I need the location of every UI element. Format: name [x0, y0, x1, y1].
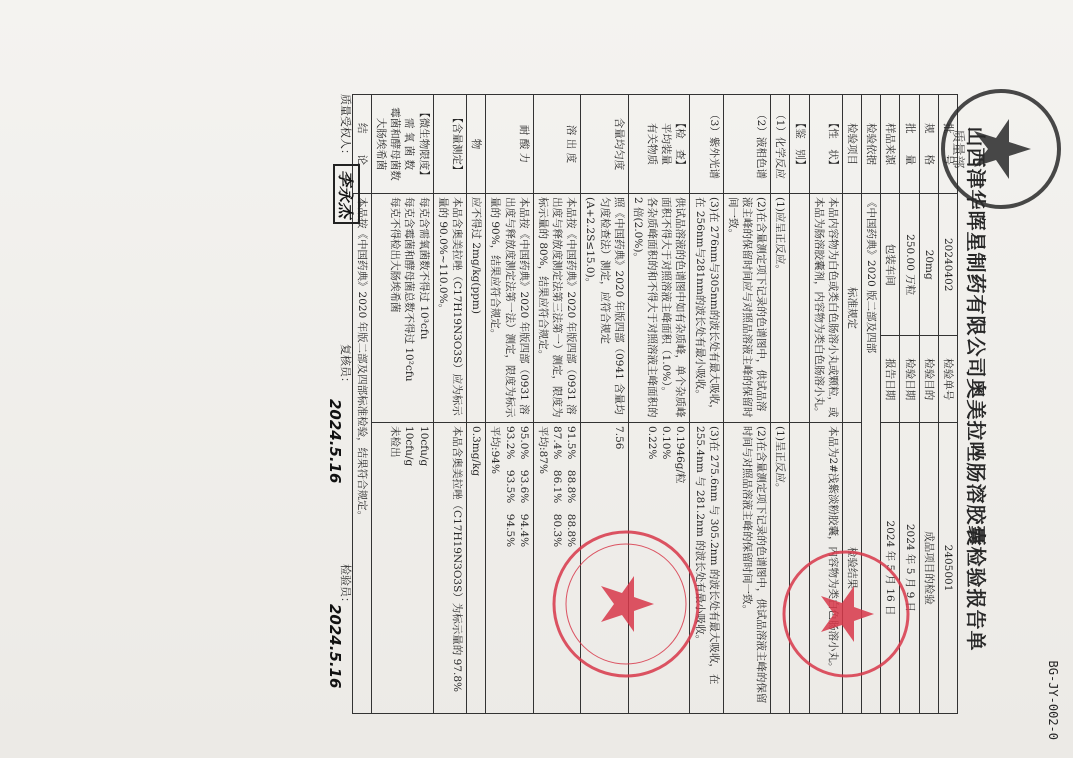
test-result: 0.3mg/kg — [467, 423, 486, 714]
test-row — [723, 95, 771, 714]
test-result: 95.0% 93.6% 94.4% 93.2% 93.5% 94.5% 平均:94% — [486, 423, 534, 714]
conclusion-value: 本品按《中国药典》2020 年版二部及四部标准检验，结果符合规定。 — [352, 194, 371, 714]
test-standard: 每克含需氧菌数不得过 10³cfu 每克含霉菌和酵母菌总数不得过 10²cfu 每克不得检出大肠埃希菌 — [371, 194, 433, 423]
report-date-label: 报告日期 — [881, 336, 900, 423]
col-standard: 标准规定 — [842, 194, 861, 423]
test-row — [467, 95, 486, 714]
test-item: 【含量测定】 — [433, 95, 466, 194]
test-item: 耐 酸 力 — [486, 95, 534, 194]
test-standard: 本品内容物为白色或类白色肠溶小丸或颗粒，或本品为肠溶胶囊剂，内容物为类白色肠溶小丸。 — [809, 194, 842, 423]
qa-signature: 李永杰 — [333, 164, 360, 224]
test-standard: 本品按《中国药典》2020 年版四部（0931 溶出度与释放度测定法第三法第一）测定，限度为标示量的 80%，结果应符合规定。 — [533, 194, 581, 423]
test-result: 本品为2#浅紫淡粉胶囊，内容物为类白色肠溶小丸。 — [809, 423, 842, 714]
report-title: 山西津华晖星制药有限公司奥美拉唑肠溶胶囊检验报告单 — [964, 126, 988, 652]
test-standard — [790, 194, 809, 423]
test-item: 【鉴 别】 — [790, 95, 809, 194]
test-item: 【性 状】 — [809, 95, 842, 194]
test-result: 10cfu/g 10cfu/g 未检出 — [371, 423, 433, 714]
test-standard: 应不得过 2mg/kg(ppm) — [467, 194, 486, 423]
test-standard: 供试品溶液的色谱图中如有杂质峰，单个杂质峰面积不得大于对照溶液主峰面积（1.0%）。 各杂质峰面积的和不得大于对照溶液主峰面积的 2 倍(2.0%)。 — [628, 194, 690, 423]
tongda-stamp — [776, 544, 916, 684]
test-standard: (2)在含量测定项下记录的色谱图中，供试品溶液主峰的保留时间应与对照品溶液主峰的保留时间一致。 — [723, 194, 771, 423]
test-standard: 本品含奥美拉唑（C17H19N3O3S）应为标示量的 90.0%~110.0%。 — [433, 194, 466, 423]
checker-label: 复核员： — [339, 344, 352, 388]
source-label: 样品来源 — [881, 95, 900, 194]
inspector-signature: 2024.5.16 — [326, 604, 344, 689]
test-item: 含量均匀度 — [581, 95, 629, 194]
purpose-value: 成品项目的检验 — [919, 423, 938, 714]
inspection-report — [6, 4, 1066, 754]
basis-value: 《中国药典》2020 版二部及四部 — [862, 194, 881, 714]
test-standard: 本品按《中国药典》2020 年版四部（0931 溶出度与释放度测定法第一法）测定，限度为标示量的 90%，结果应符合规定。 — [486, 194, 534, 423]
qty-label: 批 量 — [900, 95, 919, 194]
conclusion-label: 结 论 — [352, 95, 371, 194]
checker-signature: 2024.5.16 — [326, 399, 344, 484]
test-result: 91.5% 88.8% 88.8% 87.4% 86.1% 80.3% 平均:87% — [533, 423, 581, 714]
svg-text:质量部: 质量部 — [950, 129, 965, 169]
test-item: 【检 查】 平均装量 有关物质 — [628, 95, 690, 194]
test-item: （3）紫外光谱 — [690, 95, 723, 194]
test-item: （2）液相色谱 — [723, 95, 771, 194]
test-standard: (3)在 276nm与305nm的波长处有最大吸收，在 256nm与281nm的波长处有最小吸收。 — [690, 194, 723, 423]
test-standard: (1)应呈正反应。 — [771, 194, 790, 423]
test-result: (3)在 275.6nm 与 305.2nm 的波长处有最大吸收，在 255.4nm 与 281.2nm 的波长处有最小吸收。 — [690, 423, 723, 714]
spec-label: 规 格 — [919, 95, 938, 194]
test-result: 0.1946g/粒 0.10% 0.22% — [628, 423, 690, 714]
form-code: BG-JY-002-0 — [1046, 660, 1060, 740]
quality-dept-stamp — [936, 84, 1066, 214]
report-date-value: 2024 年 5 月 16 日 — [881, 423, 900, 714]
test-item: （1）化学反应 — [771, 95, 790, 194]
col-item: 检验项目 — [842, 95, 861, 194]
batch-value: 20240402 — [938, 194, 957, 336]
test-standard: 照《中国药典》2020 年版四部（0941 含量均匀度检查法）测定，应符合规定(A+2.2S≤15.0)。 — [581, 194, 629, 423]
spec-value: 20mg — [919, 194, 938, 336]
qty-value: 250.00 万粒 — [900, 194, 919, 336]
beiqin-stamp — [546, 524, 706, 684]
test-item: 【微生物限度】 需 氧 菌 数 霉菌和酵母菌数 大肠埃希菌 — [371, 95, 433, 194]
report-no-value: 2405001 — [938, 423, 957, 714]
test-result: (2)在含量测定项下记录的色谱图中，供试品溶液主峰的保留时间与对照品溶液主峰的保留时间一致。 — [723, 423, 771, 714]
purpose-label: 检验目的 — [919, 336, 938, 423]
test-row — [486, 95, 534, 714]
report-no-label: 检验单号 — [938, 336, 957, 423]
date-value: 2024 年 5 月 9 日 — [900, 423, 919, 714]
date-label: 检验日期 — [900, 336, 919, 423]
qa-label: 质量受权人： — [339, 94, 352, 160]
test-row — [371, 95, 433, 714]
source-value: 包装车间 — [881, 194, 900, 336]
test-result: 本品含奥美拉唑（C17H19N3O3S）为标示量的 97.8% — [433, 423, 466, 714]
test-item: 物 — [467, 95, 486, 194]
basis-label: 检验依据 — [862, 95, 881, 194]
col-result: 检验结果 — [842, 423, 861, 714]
test-result: (1)呈正反应。 — [771, 423, 790, 714]
test-item: 溶 出 度 — [533, 95, 581, 194]
test-row — [433, 95, 466, 714]
batch-label: 批 号 — [938, 95, 957, 194]
inspector-label: 检验员： — [339, 564, 352, 608]
test-result: 7.56 — [581, 423, 629, 714]
